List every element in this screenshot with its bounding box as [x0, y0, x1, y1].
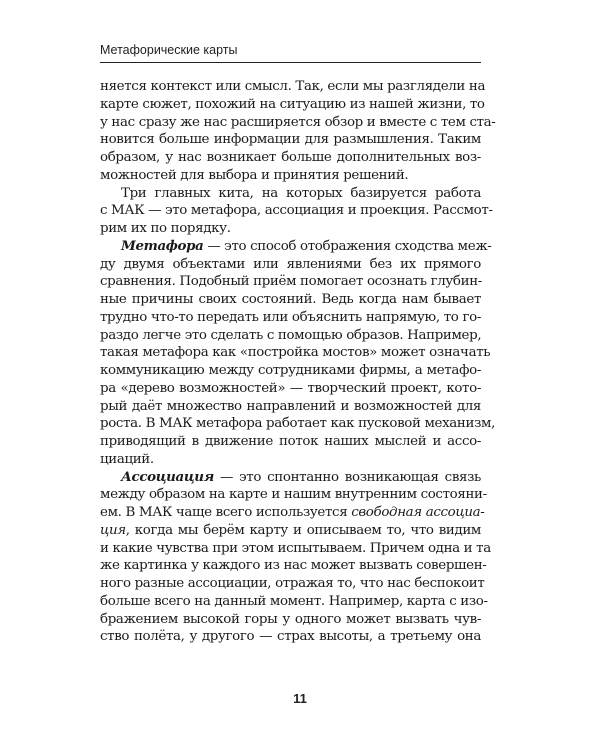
text-line — [100, 522, 481, 540]
text-line — [100, 273, 481, 291]
text-segment: ра «дерево возможностей» — творческий проект, кото- — [100, 380, 481, 396]
text-segment: ду двумя объектами или явлениями без их прямого — [100, 256, 481, 272]
text-segment: — это способ отображения сходства меж- — [203, 238, 492, 254]
text-line — [100, 575, 485, 593]
text-segment: ные причины своих состояний. Ведь когда нам бывает — [100, 292, 481, 307]
text-line — [100, 398, 481, 416]
text-segment: коммуникацию между сотрудниками фирмы, а метафо- — [100, 363, 481, 378]
text-segment: между образом на карте и нашим внутренним состояни- — [100, 487, 487, 503]
text-segment: новится больше информации для размышления. Таким — [100, 132, 481, 148]
text-line — [100, 344, 491, 362]
text-line — [100, 131, 481, 149]
text-segment: роста. В МАК метафора работает как пусковой механизм, — [100, 416, 495, 432]
text-line — [100, 504, 485, 522]
term-heading: Метафора — [121, 237, 204, 254]
text-segment: рим их по порядку. — [100, 221, 231, 236]
text-line — [100, 309, 481, 327]
text-segment: приводящий в движение поток наших мыслей и ассо- — [100, 434, 481, 449]
text-line — [100, 380, 481, 398]
text-line — [100, 469, 481, 487]
text-line — [100, 540, 491, 558]
text-line — [100, 167, 481, 185]
running-header: Метафорические карты — [100, 43, 238, 57]
header-rule — [100, 62, 481, 63]
text-line — [100, 486, 487, 504]
text-segment: ство полёта, у другого — страх высоты, а третьему она — [100, 629, 481, 645]
text-line — [100, 628, 481, 646]
text-segment: бражением высокой горы у одного может вызвать чув- — [100, 611, 481, 627]
page-number: 11 — [293, 691, 307, 706]
text-segment: образом, у нас возникает больше дополнительных воз- — [100, 150, 481, 165]
emphasis-text: ция — [100, 522, 126, 538]
text-segment: у нас сразу же нас расширяется обзор и вместе с тем ста- — [100, 114, 496, 130]
text-segment: и какие чувства при этом испытываем. Причем одна и та — [100, 540, 491, 556]
text-line — [100, 557, 487, 575]
text-line — [100, 415, 495, 433]
text-line — [100, 611, 481, 629]
text-line — [100, 114, 496, 132]
text-segment: же картинка у каждого из нас может вызвать совершен- — [100, 558, 487, 574]
text-segment: можностей для выбора и принятия решений. — [100, 167, 409, 183]
text-segment: , когда мы берём карту и описываем то, что видим — [125, 522, 481, 538]
text-line — [100, 362, 481, 380]
text-segment: ного разные ассоциации, отражая то, что нас беспокоит — [100, 576, 485, 591]
text-line — [100, 202, 493, 220]
text-line — [100, 291, 481, 309]
text-line — [100, 149, 481, 167]
text-line — [100, 593, 488, 611]
text-line — [100, 327, 481, 345]
page-body-text — [100, 78, 496, 646]
text-segment: рый даёт множество направлений и возможностей для — [100, 398, 481, 414]
text-segment: трудно что-то передать или объяснить напрямую, то го- — [100, 309, 481, 325]
text-segment: с МАК — это метафора, ассоциация и проекция. Рассмот- — [100, 203, 493, 219]
text-line — [100, 433, 481, 451]
text-segment: такая метафора как «постройка мостов» может означать — [100, 345, 491, 361]
text-line — [100, 185, 481, 203]
text-segment: Три главных кита, на которых базируется работа — [121, 185, 481, 201]
text-segment: карте сюжет, похожий на ситуацию из нашей жизни, то — [100, 96, 485, 112]
text-line — [100, 256, 481, 274]
emphasis-text: свободная ассоциа- — [351, 505, 485, 520]
text-line — [100, 78, 486, 96]
text-segment: ем. В МАК чаще всего используется — [100, 505, 352, 520]
text-segment: циаций. — [100, 451, 154, 467]
text-segment: — это спонтанно возникающая связь — [213, 469, 481, 485]
text-line — [100, 237, 492, 256]
text-segment: няется контекст или смысл. Так, если мы разглядели на — [100, 79, 486, 94]
term-heading: Ассоциация — [121, 468, 214, 485]
text-segment: сравнения. Подобный приём помогает осознать глубин- — [100, 274, 482, 290]
text-segment: больше всего на данный момент. Например, карта с изо- — [100, 593, 488, 609]
text-segment: раздо легче это сделать с помощью образов. Например, — [100, 327, 482, 343]
text-line — [100, 451, 481, 469]
text-line — [100, 96, 485, 114]
text-line — [100, 220, 481, 238]
